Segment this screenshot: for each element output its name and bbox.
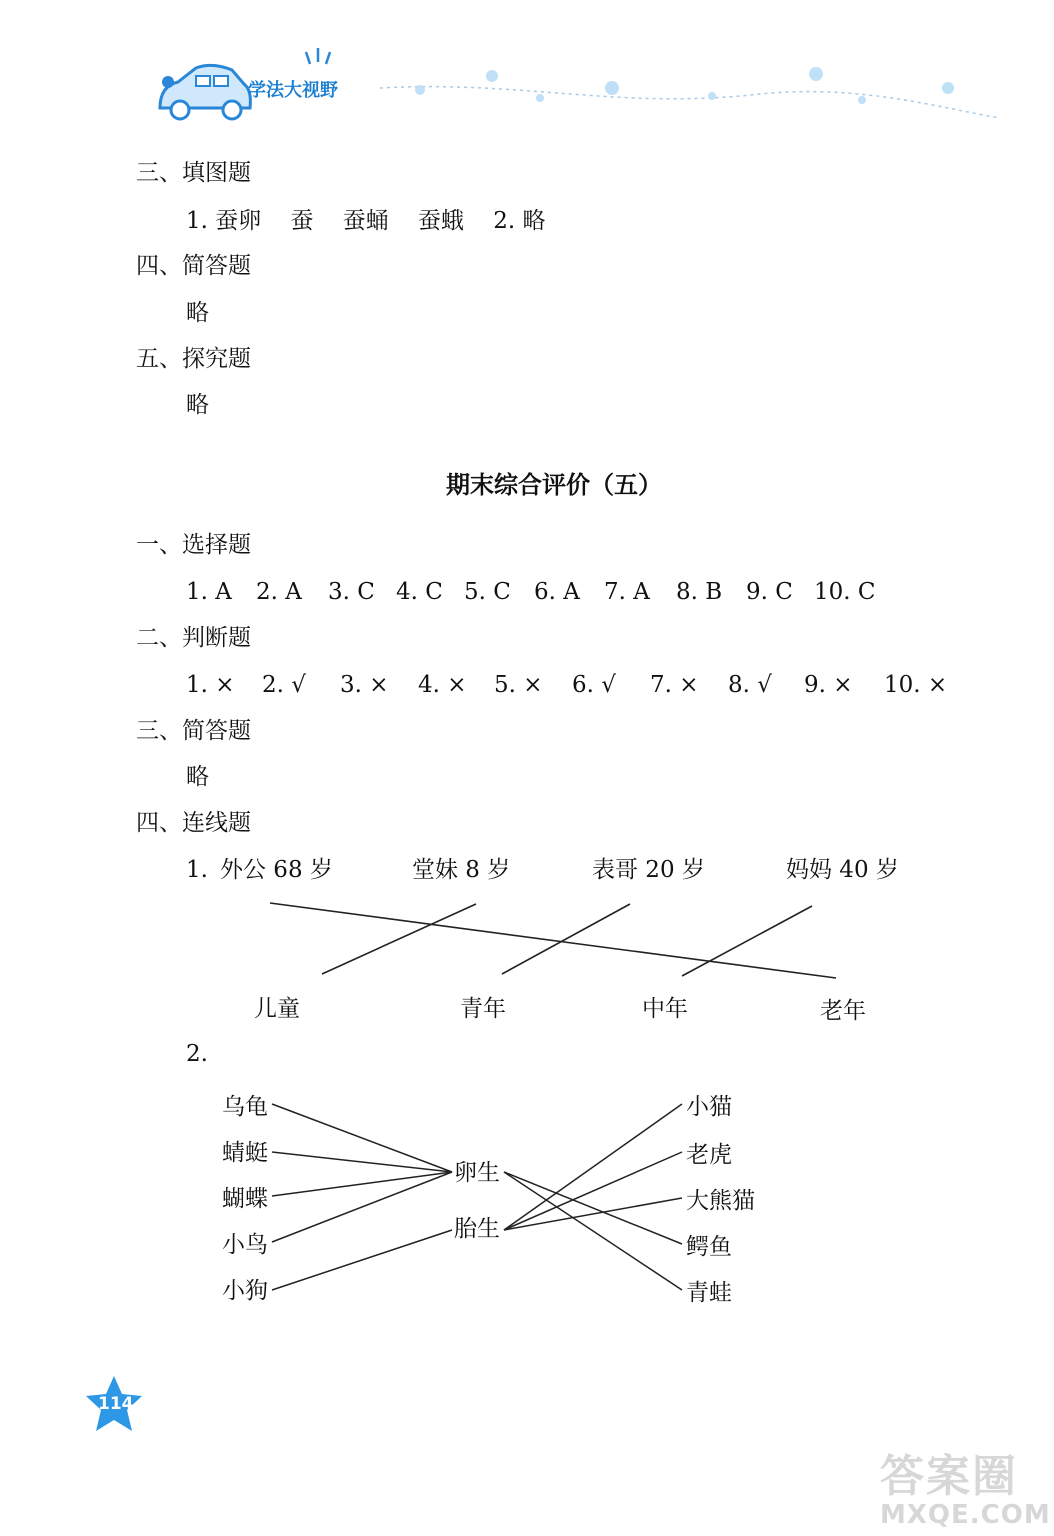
section-heading: 一、选择题: [136, 532, 251, 558]
section-heading: 三、简答题: [136, 718, 251, 744]
logo-text: 学法大视野: [248, 80, 338, 101]
answer-item: 7. A: [604, 579, 650, 605]
answer-item: 9. C: [746, 579, 793, 605]
section-heading: 四、简答题: [136, 253, 251, 279]
category-label: 卵生: [454, 1160, 500, 1186]
match-line: [504, 1172, 682, 1290]
answer-line: 1. 蚕卵 蚕 蚕蛹 蚕蛾 2. 略: [186, 208, 546, 234]
page-title: 期末综合评价（五）: [446, 471, 662, 499]
animal-label: 老虎: [686, 1142, 732, 1168]
match-line-youth: [502, 904, 630, 974]
answer-item: 10. C: [814, 579, 876, 605]
match-line: [272, 1230, 452, 1290]
page-number: 114: [98, 1394, 134, 1414]
stage-label: 儿童: [254, 996, 300, 1022]
answer-item: 8. √: [728, 672, 772, 698]
answer-item: 4. ×: [418, 672, 467, 698]
answer-item: 1. A: [186, 579, 232, 605]
animal-label: 小狗: [222, 1278, 268, 1304]
section-heading: 五、探究题: [136, 346, 251, 372]
answer-item: 8. B: [676, 579, 723, 605]
question-number: 2.: [186, 1041, 208, 1067]
match-line: [504, 1104, 682, 1230]
answer-item: 5. C: [464, 579, 511, 605]
answer-item: 6. √: [572, 672, 616, 698]
watermark-logo: 答案圈: [880, 1451, 1018, 1502]
answer-item: 10. ×: [884, 672, 948, 698]
answer-item: 4. C: [396, 579, 443, 605]
answer-item: 3. C: [328, 579, 375, 605]
question-number: 1.: [186, 857, 208, 883]
answer-item: 7. ×: [650, 672, 699, 698]
person-label: 表哥 20 岁: [592, 857, 705, 883]
animal-label: 鳄鱼: [686, 1234, 732, 1260]
person-label: 堂妹 8 岁: [412, 857, 511, 883]
answer-item: 3. ×: [340, 672, 389, 698]
answer-line: 略: [186, 392, 209, 418]
animal-label: 蜻蜓: [222, 1140, 268, 1166]
answer-line: 略: [186, 764, 209, 790]
answer-item: 6. A: [534, 579, 580, 605]
person-label: 妈妈 40 岁: [786, 857, 899, 883]
answer-item: 5. ×: [494, 672, 543, 698]
section-heading: 四、连线题: [136, 810, 251, 836]
answer-item: 2. √: [262, 672, 306, 698]
animal-label: 大熊猫: [686, 1188, 755, 1214]
answer-item: 9. ×: [804, 672, 853, 698]
match-line: [272, 1172, 452, 1196]
stage-label: 青年: [460, 996, 506, 1022]
category-label: 胎生: [454, 1216, 500, 1242]
animal-label: 小猫: [686, 1094, 732, 1120]
match-line-elder: [270, 903, 836, 978]
watermark-url: MXQE.COM: [880, 1500, 1051, 1530]
animal-label: 蝴蝶: [222, 1186, 268, 1212]
stage-label: 中年: [642, 996, 688, 1022]
match-line: [504, 1152, 682, 1230]
stage-label: 老年: [820, 998, 866, 1024]
match-line: [504, 1172, 682, 1244]
person-label: 外公 68 岁: [220, 857, 333, 883]
section-heading: 二、判断题: [136, 625, 251, 651]
animal-label: 乌龟: [222, 1094, 268, 1120]
match-line-child: [322, 904, 476, 974]
match-line: [272, 1172, 452, 1242]
match-line: [504, 1198, 682, 1230]
animal-label: 青蛙: [686, 1280, 732, 1306]
answer-line: 略: [186, 300, 209, 326]
answer-item: 2. A: [256, 579, 302, 605]
answer-item: 1. ×: [186, 672, 235, 698]
animal-label: 小鸟: [222, 1232, 268, 1258]
section-heading: 三、填图题: [136, 160, 251, 186]
